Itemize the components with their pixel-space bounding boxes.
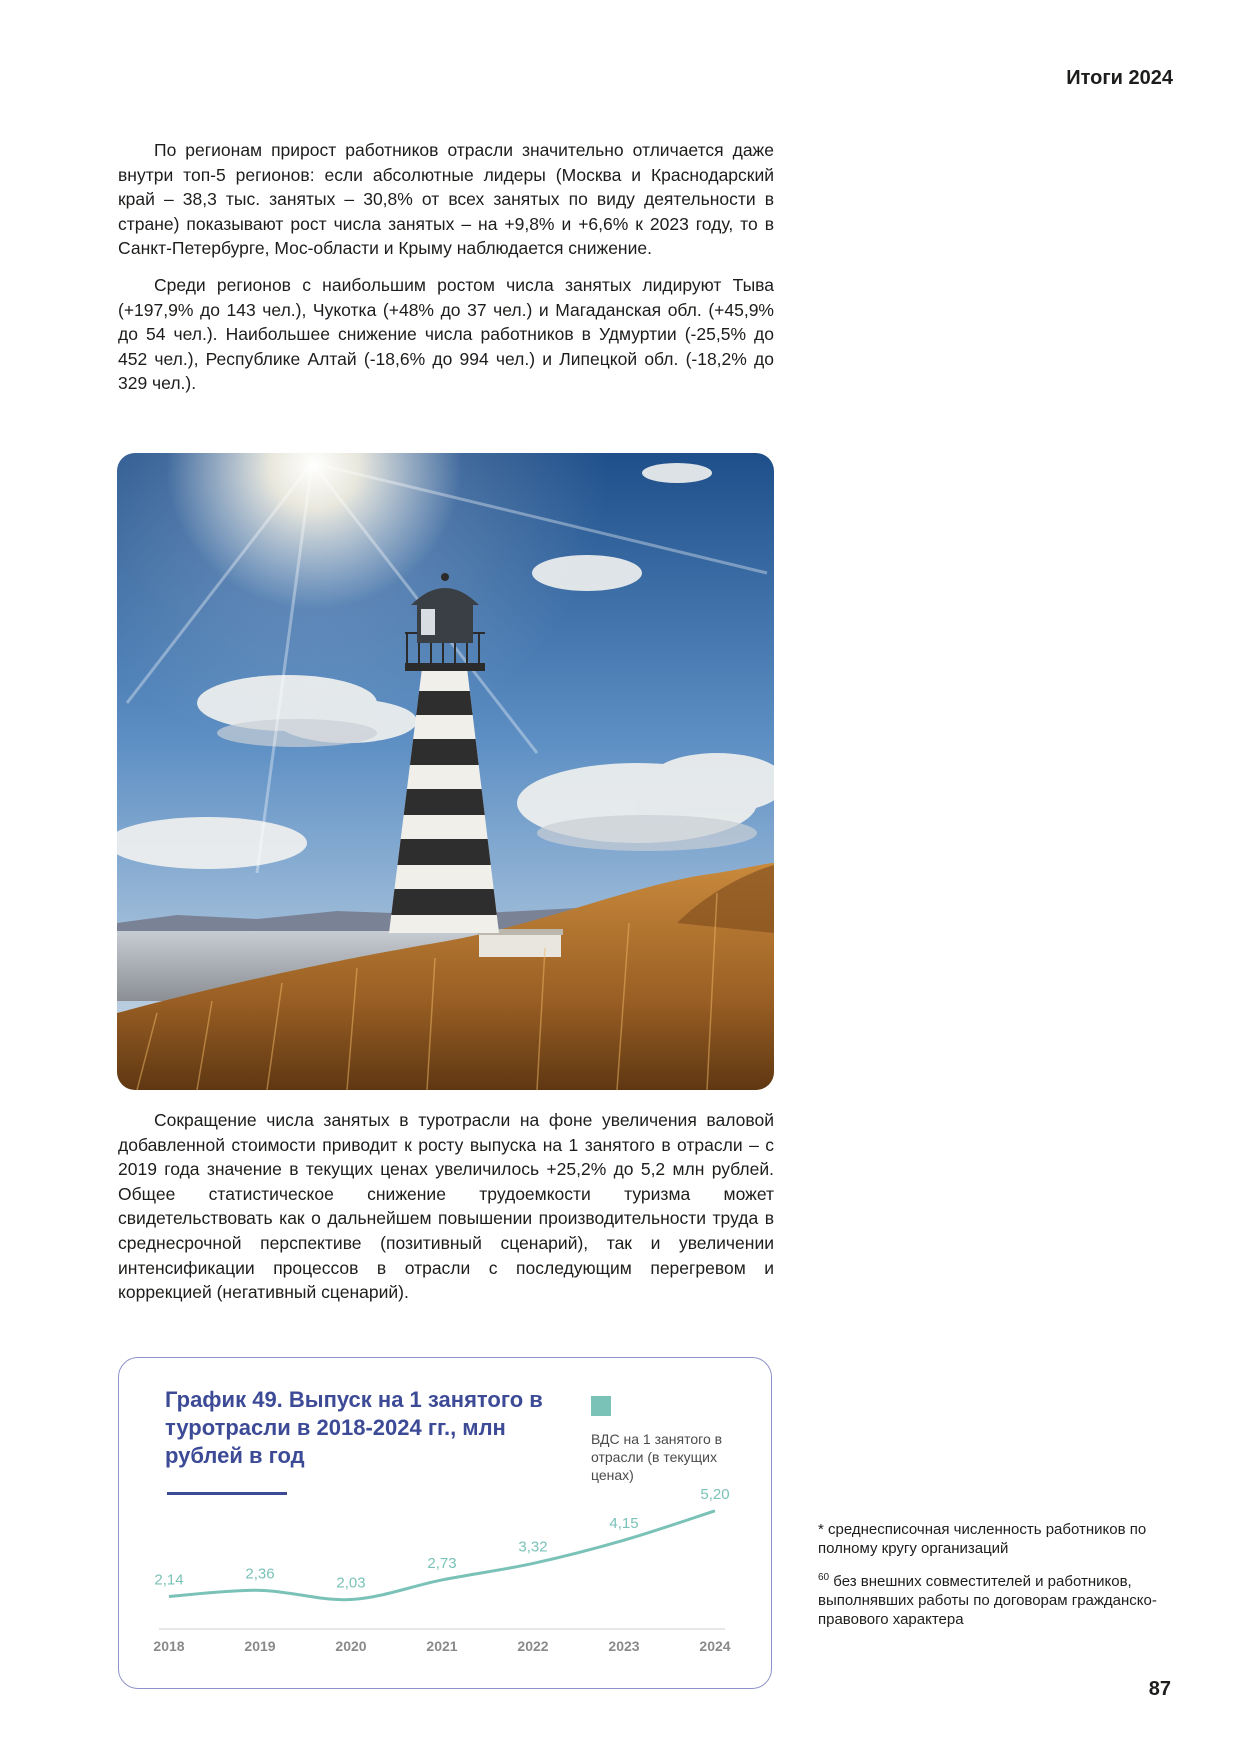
data-label: 2,03 xyxy=(336,1574,366,1592)
footnote-2-text: без внешних совместителей и работников, выполнявших работы по договорам гражданско-правового характера xyxy=(818,1573,1157,1628)
footnote-2-mark: 60 xyxy=(818,1572,830,1583)
data-label: 2,14 xyxy=(154,1571,184,1589)
x-tick-label: 2024 xyxy=(699,1638,731,1654)
text-block-bottom xyxy=(118,1108,774,1317)
x-tick-label: 2022 xyxy=(517,1638,549,1654)
x-tick-label: 2021 xyxy=(426,1638,458,1654)
data-label: 4,15 xyxy=(609,1515,639,1533)
line-chart xyxy=(119,1358,773,1690)
legend-label: ВДС на 1 занятого в отрасли (в текущих ценах) xyxy=(591,1431,723,1483)
footnotes xyxy=(818,1520,1198,1639)
paragraph-regions: По регионам прирост работников отрасли значительно отличается даже внутри топ-5 регионов: если абсолютные лидеры (Москва и Краснодарский край – 38,3 тыс. занятых – 30,8% от всех занятых по виду деятельности в стране) показывают рост числа занятых – на +9,8% и +6,6% к 2023 году, то в Санкт-Петербурге, Мос-области и Крыму наблюдается снижение. xyxy=(118,140,774,259)
x-tick-label: 2020 xyxy=(335,1638,367,1654)
paragraph-growth-leaders: Среди регионов с наибольшим ростом числа занятых лидируют Тыва (+197,9% до 143 чел.), Чукотка (+48% до 37 чел.) и Магаданская обл. (+45,9% до 54 чел.). Наибольшее снижение числа работников в Удмуртии (-25,5% до 452 чел.), Республике Алтай (-18,6% до 994 чел.) и Липецкой обл. (-18,2% до 329 чел.). xyxy=(118,274,774,394)
lighthouse-photo xyxy=(117,453,774,1090)
data-label: 5,20 xyxy=(700,1485,730,1503)
footnote-2 xyxy=(818,1568,1198,1629)
chart-title: График 49. Выпуск на 1 занятого в туротрасли в 2018-2024 гг., млн рублей в год xyxy=(165,1387,543,1468)
page-header-title: Итоги 2024 xyxy=(1066,67,1173,89)
footnote-1: * среднесписочная численность работников по полному кругу организаций xyxy=(818,1521,1147,1557)
text-block-top xyxy=(118,138,774,408)
data-label: 3,32 xyxy=(518,1538,548,1556)
data-label: 2,73 xyxy=(427,1554,457,1572)
x-tick-label: 2019 xyxy=(244,1638,276,1654)
data-label: 2,36 xyxy=(245,1565,275,1583)
x-tick-label: 2018 xyxy=(153,1638,185,1654)
chart-card xyxy=(118,1357,772,1689)
page-number: 87 xyxy=(1148,1678,1171,1700)
x-tick-label: 2023 xyxy=(608,1638,640,1654)
paragraph-output-per-employee: Сокращение числа занятых в туротрасли на фоне увеличения валовой добавленной стоимости приводит к росту выпуска на 1 занятого в отрасли – с 2019 года значение в текущих ценах увеличилось +25,2% до 5,2 млн рублей. Общее статистическое снижение трудоемкости туризма может свидетельствовать как о дальнейшем повышении производительности труда в среднесрочной перспективе (позитивный сценарий), так и увеличении интенсификации процессов в отрасли с последующим перегревом и коррекцией (негативный сценарий). xyxy=(118,1110,774,1303)
